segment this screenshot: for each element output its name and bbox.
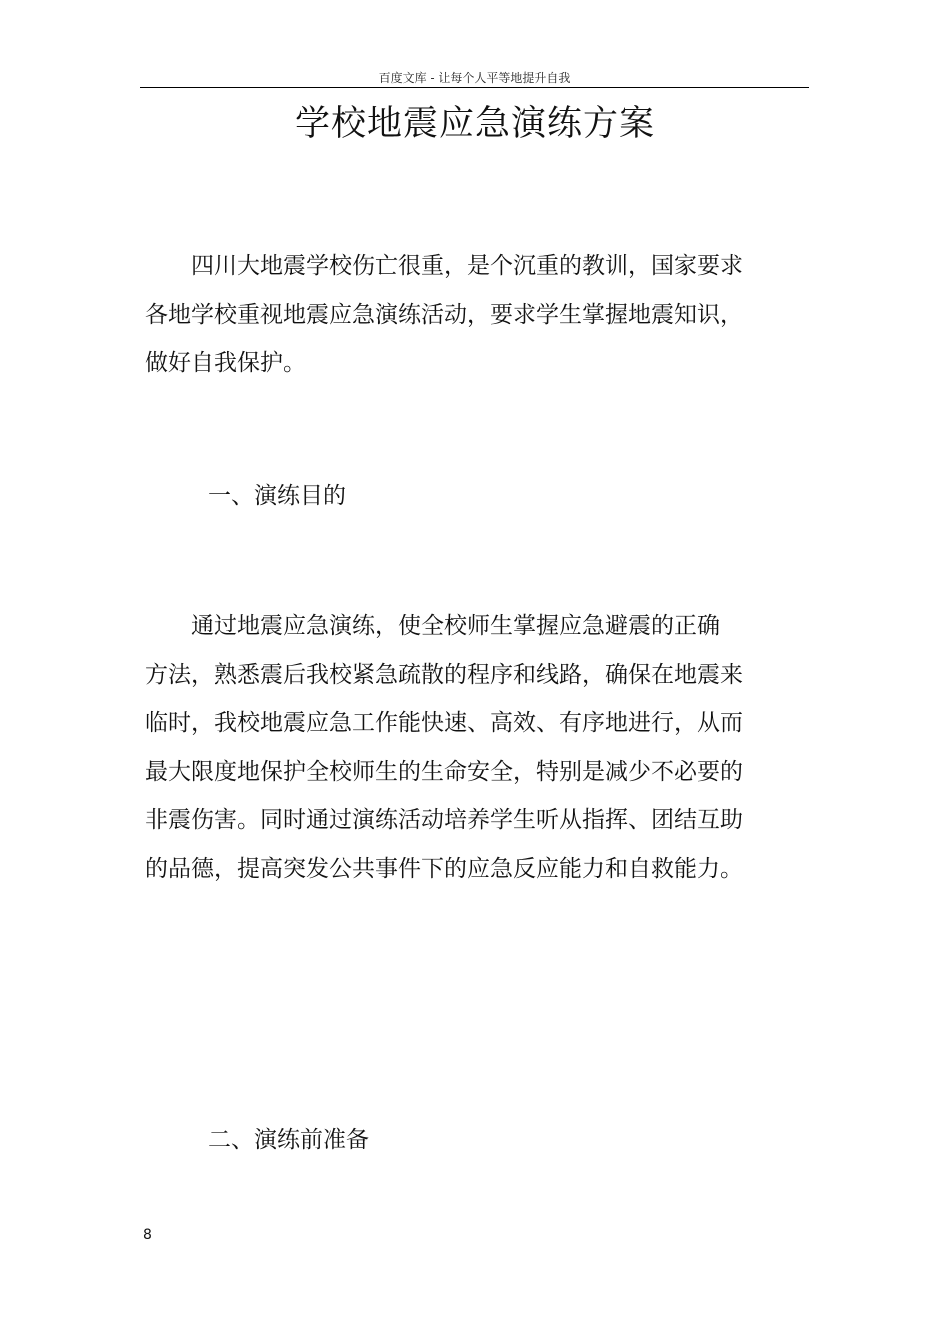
paragraph-line: 非震伤害。同时通过演练活动培养学生听从指挥、团结互助 (145, 807, 743, 833)
paragraph-line: 方法，熟悉震后我校紧急疏散的程序和线路，确保在地震来 (145, 661, 743, 688)
paragraph-line: 的品德，提高突发公共事件下的应急反应能力和自救能力。 (145, 855, 743, 882)
paragraph-line: 做好自我保护。 (145, 350, 306, 376)
paragraph-line: 通过地震应急演练，使全校师生掌握应急避震的正确 (145, 613, 720, 639)
intro-paragraph (145, 242, 825, 388)
section-heading-purpose: 一、演练目的 (208, 483, 346, 509)
page-header: 百度文库 - 让每个人平等地提升自我 (378, 71, 571, 85)
paragraph-line: 最大限度地保护全校师生的生命安全，特别是减少不必要的 (145, 758, 743, 785)
page-number: 8 (143, 1227, 152, 1243)
header-rule (140, 87, 809, 88)
document-title: 学校地震应急演练方案 (294, 104, 655, 144)
paragraph-line: 临时，我校地震应急工作能快速、高效、有序地进行，从而 (145, 710, 743, 736)
paragraph-line: 四川大地震学校伤亡很重，是个沉重的教训，国家要求 (145, 253, 743, 279)
paragraph-line: 各地学校重视地震应急演练活动，要求学生掌握地震知识， (145, 301, 743, 328)
purpose-paragraph (145, 602, 825, 893)
section-heading-preparation: 二、演练前准备 (208, 1127, 369, 1153)
